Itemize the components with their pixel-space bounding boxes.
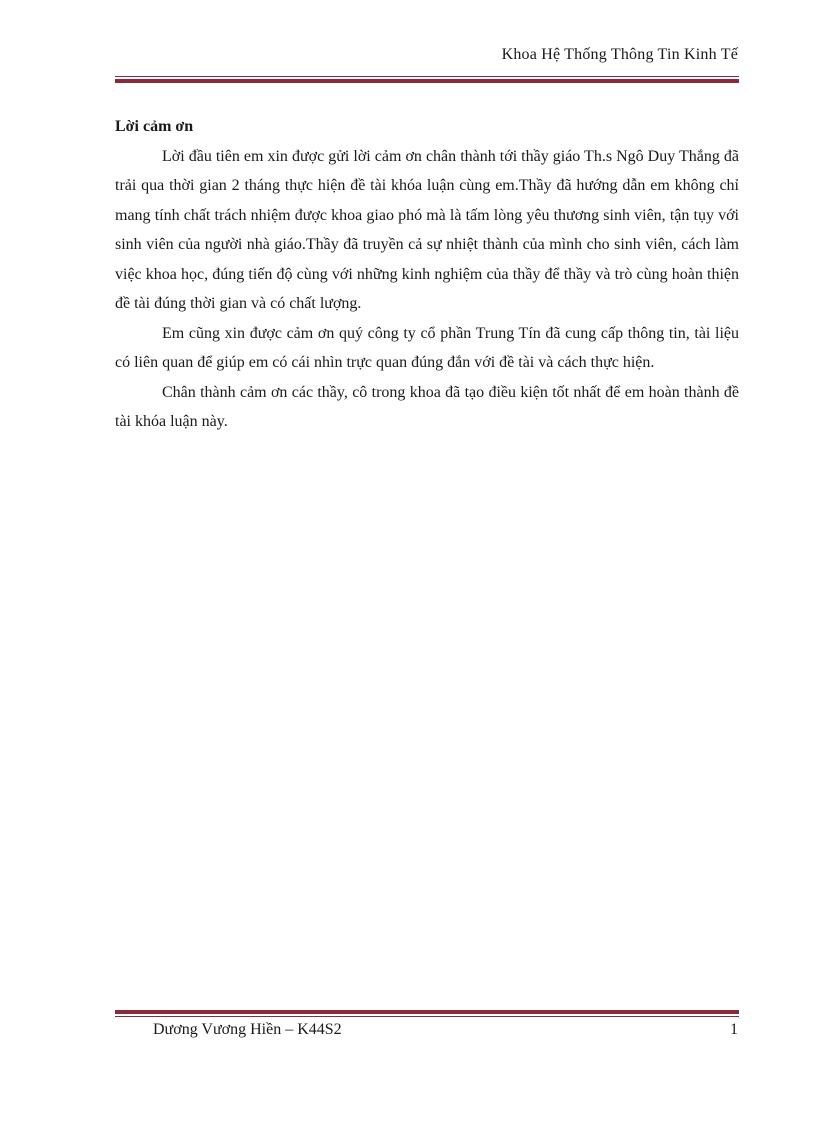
- footer-rule-thin: [115, 1016, 739, 1017]
- header-rule-thick: [115, 79, 739, 83]
- page-number: 1: [730, 1021, 738, 1038]
- footer-rule-thick: [115, 1010, 739, 1014]
- header-rule: [115, 76, 739, 83]
- paragraph-3: Chân thành cảm ơn các thầy, cô trong khoa đã tạo điều kiện tốt nhất để em hoàn thành đề tài khóa luận này.: [115, 383, 739, 430]
- document-body: [115, 112, 739, 437]
- footer-author: Dương Vương Hiền – K44S2: [153, 1021, 342, 1038]
- paragraph-1: Lời đầu tiên em xin được gửi lời cảm ơn chân thành tới thầy giáo Th.s Ngô Duy Thắng đã trải qua thời gian 2 tháng thực hiện đề tài khóa luận cùng em.Thầy đã hướng dẫn em không chỉ mang tính chất trách nhiệm được khoa giao phó mà là tấm lòng yêu thương sinh viên, tận tụy với sinh viên của người nhà giáo.Thầy đã truyền cả sự nhiệt thành của mình cho sinh viên, cách làm việc khoa học, đúng tiến độ cùng với những kinh nghiệm của thầy để thầy và trò cùng hoàn thiện đề tài đúng thời gian và có chất lượng.: [115, 147, 739, 312]
- header-rule-thin: [115, 76, 739, 77]
- section-heading: Lời cảm ơn: [115, 118, 194, 135]
- footer-rule: [115, 1010, 739, 1017]
- header-title: Khoa Hệ Thống Thông Tin Kinh Tế: [501, 46, 738, 63]
- paragraph-2: Em cũng xin được cảm ơn quý công ty cổ phần Trung Tín đã cung cấp thông tin, tài liệu có liên quan để giúp em có cái nhìn trực quan đúng đắn với đề tài và cách thực hiện.: [115, 324, 739, 371]
